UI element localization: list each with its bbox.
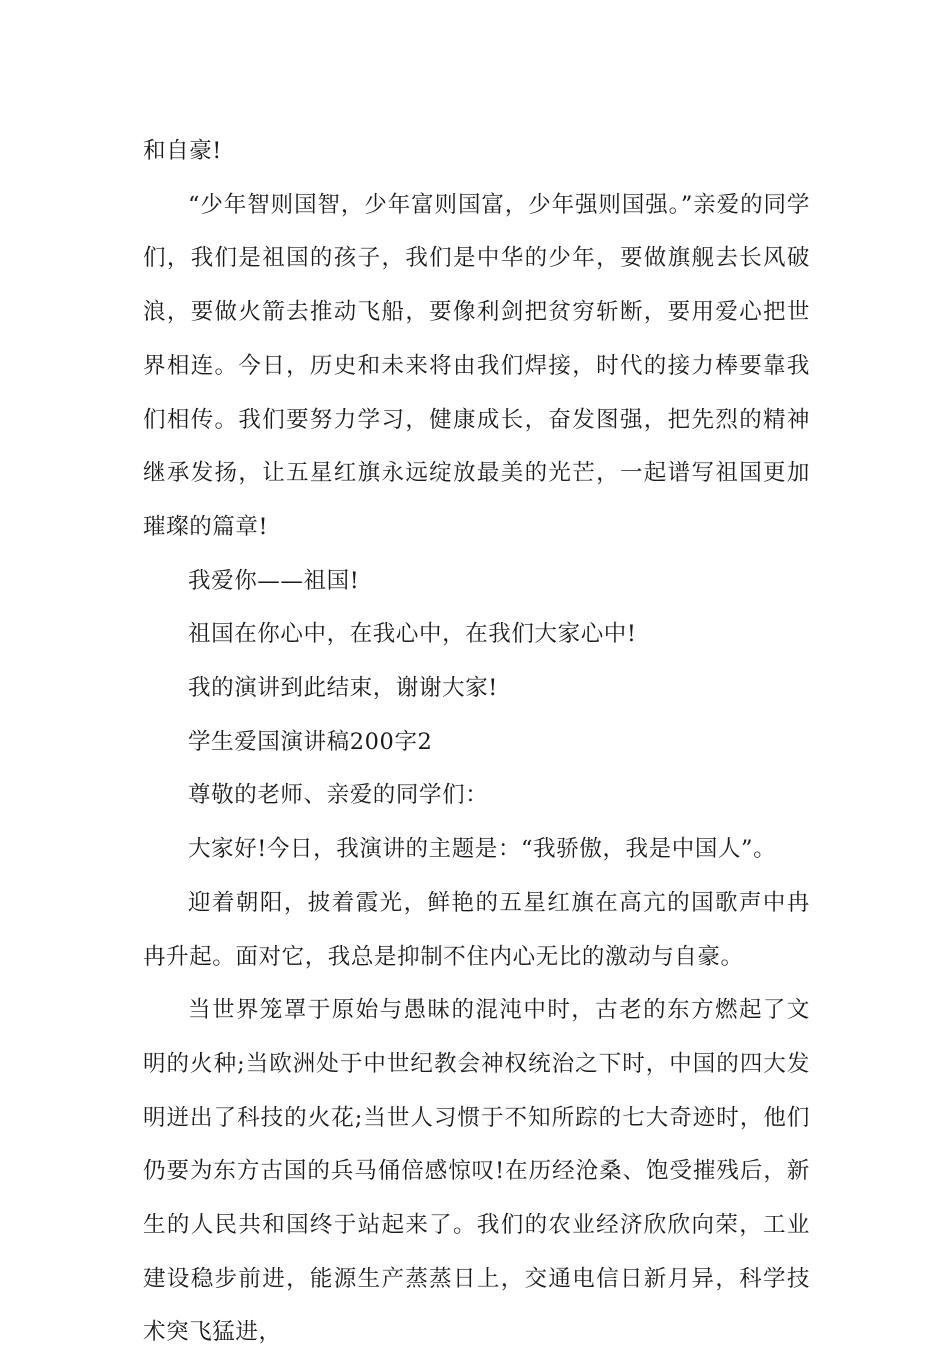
paragraph-salutation: 尊敬的老师、亲爱的同学们： <box>188 782 489 809</box>
paragraph-history: 当世界笼罩于原始与愚昧的混沌中时，古老的东方燃起了文明的火种;当欧洲处于中世纪教会神权统治之下时，中国的四大发明迸出了科技的火花;当世人习惯于不知所踪的七大奇迹时，他们仍要为东方古国的兵马俑倍感惊叹!在历经沧桑、饱受摧残后，新生的人民共和国终于站起来了。我们的农业经济欣欣向荣，工业建设稳步前进，能源生产蒸蒸日上，交通电信日新月异，科学技术突飞猛进， <box>143 997 810 1346</box>
paragraph-continuation: 和自豪! <box>143 138 222 164</box>
section-heading: 学生爱国演讲稿200字2 <box>188 728 433 755</box>
paragraph-love-motherland: 我爱你——祖国! <box>188 567 360 594</box>
paragraph-motherland-in-heart: 祖国在你心中，在我心中，在我们大家心中! <box>188 621 637 648</box>
paragraph-youth-quote: “少年智则国智，少年富则国富，少年强则国强。”亲爱的同学们，我们是祖国的孩子，我们是中华的少年，要做旗舰去长风破浪，要做火箭去推动飞船，要像利剑把贫穷斩断，要用爱心把世界相连。今日，历史和未来将由我们焊接，时代的接力棒要靠我们相传。我们要努力学习，健康成长，奋发图强，把先烈的精神继承发扬，让五星红旗永远绽放最美的光芒，一起谱写祖国更加璀璨的篇章! <box>143 191 810 540</box>
paragraph-flag-rising: 迎着朝阳，披着霞光，鲜艳的五星红旗在高亢的国歌声中冉冉升起。面对它，我总是抑制不住内心无比的激动与自豪。 <box>143 889 810 970</box>
paragraph-speech-end: 我的演讲到此结束，谢谢大家! <box>188 675 498 702</box>
document-body <box>143 125 810 1360</box>
paragraph-greeting-topic: 大家好!今日，我演讲的主题是：“我骄傲，我是中国人”。 <box>188 836 777 863</box>
